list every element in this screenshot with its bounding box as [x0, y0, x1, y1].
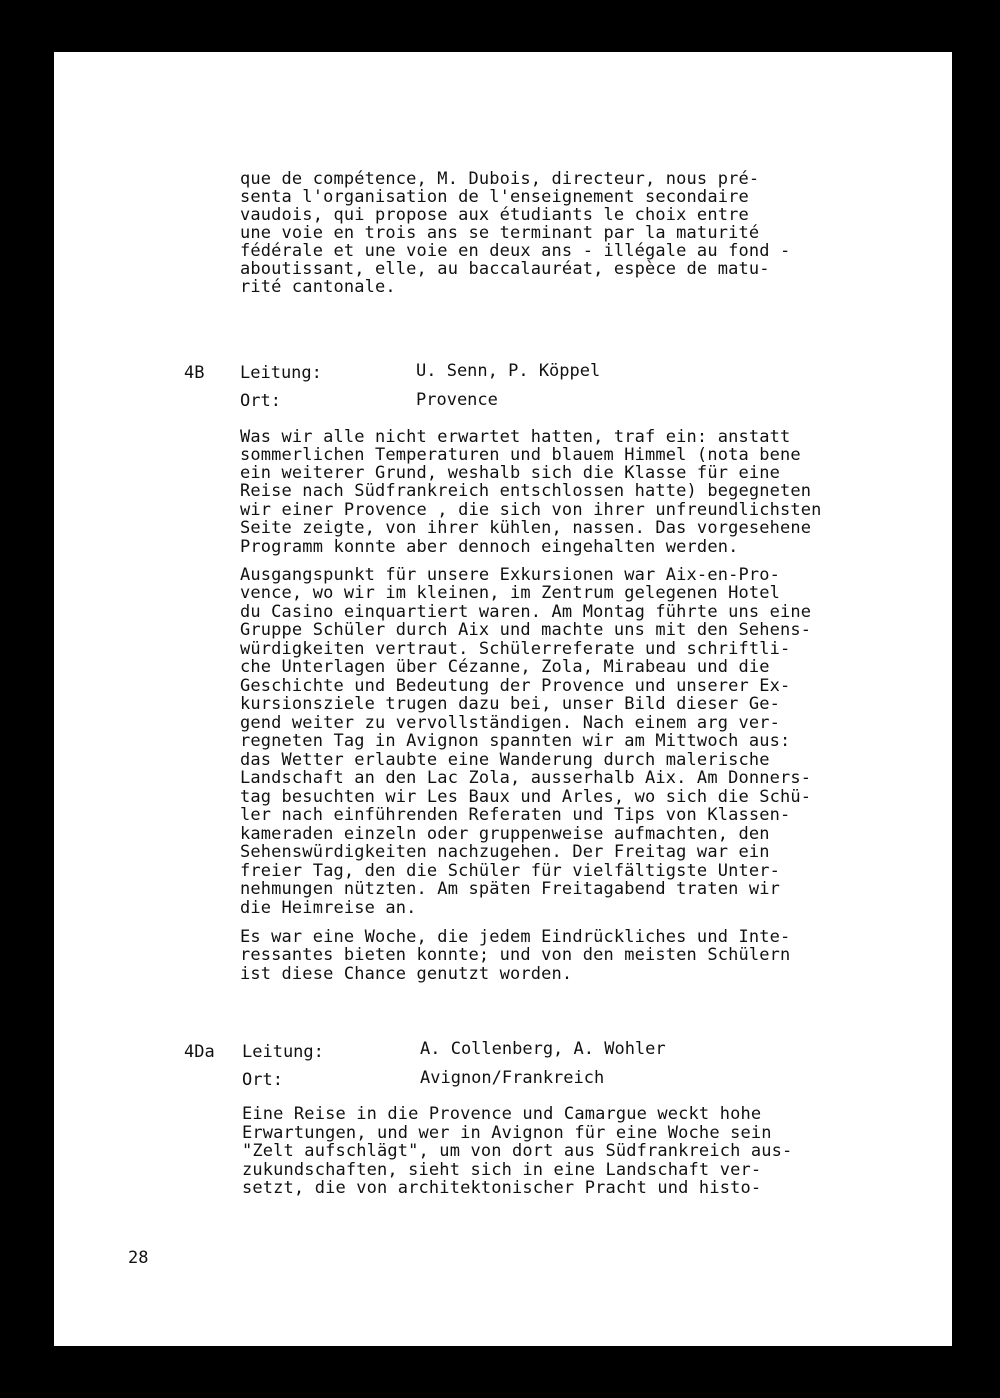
- text-line: nehmungen nützten. Am späten Freitagabend traten wir: [240, 879, 781, 899]
- text-line: sommerlichen Temperaturen und blauem Himmel (nota bene: [240, 445, 801, 465]
- text-line: Es war eine Woche, die jedem Eindrückliches und Inte-: [240, 927, 791, 947]
- ort-value: Provence: [416, 390, 498, 410]
- leitung-label: Leitung:: [240, 363, 322, 383]
- text-line: vence, wo wir im kleinen, im Zentrum gelegenen Hotel: [240, 583, 781, 603]
- text-line: kameraden einzeln oder gruppenweise aufmachten, den: [240, 824, 770, 844]
- section-code: 4Da: [184, 1042, 215, 1062]
- text-line: ein weiterer Grund, weshalb sich die Klasse für eine: [240, 463, 781, 483]
- text-line: Ausgangspunkt für unsere Exkursionen war Aix-en-Pro-: [240, 565, 781, 585]
- text-line: ler nach einführenden Referaten und Tips von Klassen-: [240, 805, 791, 825]
- text-line: vaudois, qui propose aux étudiants le choix entre: [240, 205, 749, 225]
- text-line: Reise nach Südfrankreich entschlossen hatte) begegneten: [240, 481, 812, 501]
- text-line: Eine Reise in die Provence und Camargue weckt hohe: [242, 1104, 762, 1124]
- text-line: Erwartungen, und wer in Avignon für eine Woche sein: [242, 1123, 772, 1143]
- ort-label: Ort:: [240, 391, 281, 411]
- ort-value: Avignon/Frankreich: [420, 1068, 605, 1088]
- text-line: tag besuchten wir Les Baux und Arles, wo sich die Schü-: [240, 787, 812, 807]
- text-line: Gruppe Schüler durch Aix und machte uns mit den Sehens-: [240, 620, 812, 640]
- text-line: würdigkeiten vertraut. Schülerreferate und schriftli-: [240, 639, 791, 659]
- text-line: Was wir alle nicht erwartet hatten, traf ein: anstatt: [240, 427, 791, 447]
- text-line: Seite zeigte, von ihrer kühlen, nassen. Das vorgesehene: [240, 518, 812, 538]
- text-line: Sehenswürdigkeiten nachzugehen. Der Freitag war ein: [240, 842, 770, 862]
- text-line: zukundschaften, sieht sich in eine Landschaft ver-: [242, 1160, 762, 1180]
- text-line: aboutissant, elle, au baccalauréat, espèce de matu-: [240, 259, 770, 279]
- page-number: 28: [128, 1248, 149, 1268]
- text-line: du Casino einquartiert waren. Am Montag führte uns eine: [240, 602, 812, 622]
- leitung-value: A. Collenberg, A. Wohler: [420, 1039, 666, 1059]
- text-line: que de compétence, M. Dubois, directeur, nous pré-: [240, 169, 760, 189]
- text-line: rité cantonale.: [240, 277, 396, 297]
- text-line: Programm konnte aber dennoch eingehalten werden.: [240, 537, 739, 557]
- text-line: setzt, die von architektonischer Pracht und histo-: [242, 1178, 762, 1198]
- text-line: Geschichte und Bedeutung der Provence und unserer Ex-: [240, 676, 791, 696]
- text-line: gend weiter zu vervollständigen. Nach einem arg ver-: [240, 713, 781, 733]
- text-line: senta l'organisation de l'enseignement secondaire: [240, 187, 749, 207]
- section-code: 4B: [184, 363, 205, 383]
- leitung-value: U. Senn, P. Köppel: [416, 361, 601, 381]
- leitung-label: Leitung:: [242, 1042, 324, 1062]
- text-line: regneten Tag in Avignon spannten wir am Mittwoch aus:: [240, 731, 791, 751]
- ort-label: Ort:: [242, 1070, 283, 1090]
- text-line: freier Tag, den die Schüler für vielfältigste Unter-: [240, 861, 781, 881]
- text-line: che Unterlagen über Cézanne, Zola, Mirabeau und die: [240, 657, 770, 677]
- text-line: Landschaft an den Lac Zola, ausserhalb Aix. Am Donners-: [240, 768, 812, 788]
- text-line: une voie en trois ans se terminant par la maturité: [240, 223, 760, 243]
- text-line: das Wetter erlaubte eine Wanderung durch malerische: [240, 750, 770, 770]
- text-line: wir einer Provence , die sich von ihrer unfreundlichsten: [240, 500, 822, 520]
- text-line: ressantes bieten konnte; und von den meisten Schülern: [240, 945, 791, 965]
- text-line: kursionsziele trugen dazu bei, unser Bild dieser Ge-: [240, 694, 781, 714]
- text-line: die Heimreise an.: [240, 898, 417, 918]
- text-line: ist diese Chance genutzt worden.: [240, 964, 573, 984]
- text-line: "Zelt aufschlägt", um von dort aus Südfrankreich aus-: [242, 1141, 793, 1161]
- document-page: [54, 52, 952, 1346]
- text-line: fédérale et une voie en deux ans - illégale au fond -: [240, 241, 791, 261]
